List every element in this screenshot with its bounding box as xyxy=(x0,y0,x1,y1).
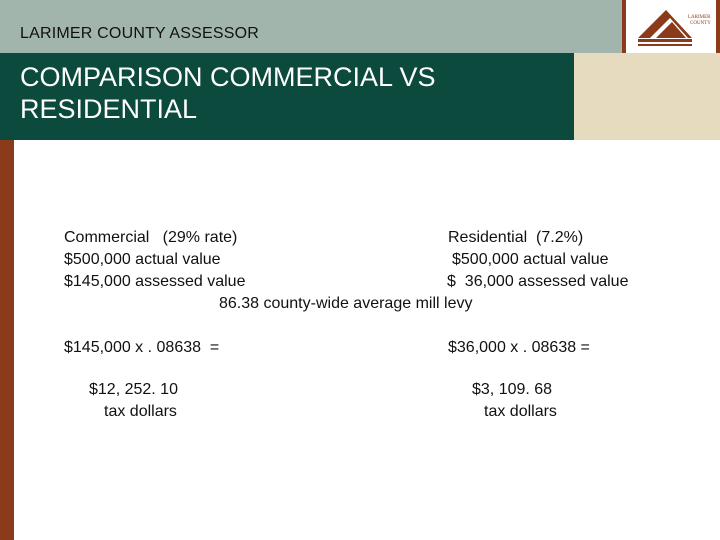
residential-actual: $500,000 actual value xyxy=(452,251,609,268)
residential-assessed: $ 36,000 assessed value xyxy=(447,273,629,290)
county-logo xyxy=(622,0,720,53)
residential-calc: $36,000 x . 08638 = xyxy=(448,339,590,356)
commercial-assessed: $145,000 assessed value xyxy=(64,273,246,290)
left-accent-bar xyxy=(0,140,14,540)
logo-text-1: LARIMER xyxy=(688,15,711,20)
logo-mountain-icon xyxy=(626,0,716,53)
org-name: LARIMER COUNTY ASSESSOR xyxy=(20,25,260,42)
mill-levy: 86.38 county-wide average mill levy xyxy=(219,295,473,312)
title-band-accent xyxy=(574,53,720,140)
commercial-result-unit: tax dollars xyxy=(104,403,177,420)
slide-title: COMPARISON COMMERCIAL VS RESIDENTIAL xyxy=(20,62,436,124)
logo-text-2: COUNTY xyxy=(690,21,711,26)
commercial-calc: $145,000 x . 08638 = xyxy=(64,339,220,356)
residential-result: $3, 109. 68 xyxy=(472,381,553,398)
residential-result-unit: tax dollars xyxy=(484,403,557,420)
commercial-actual: $500,000 actual value xyxy=(64,251,221,268)
commercial-result: $12, 252. 10 xyxy=(89,381,178,398)
commercial-heading: Commercial (29% rate) xyxy=(64,229,238,246)
residential-heading: Residential (7.2%) xyxy=(448,229,584,246)
